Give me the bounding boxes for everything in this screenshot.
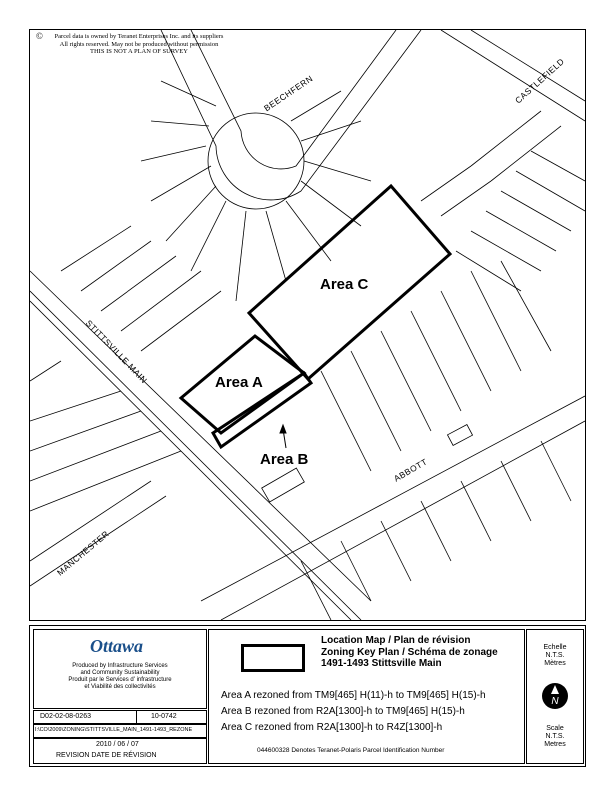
street-manchester: MANCHESTER bbox=[55, 528, 111, 578]
title-line-3: 1491-1493 Stittsville Main bbox=[321, 658, 442, 669]
file-path: I:\CO\2009\ZONING\STITTSVILLE_MAIN_1491-1493_REZONE bbox=[35, 727, 193, 733]
file-ref: 10-0742 bbox=[151, 713, 177, 720]
copyright-line-1: Parcel data is owned by Teranet Enterprises Inc. and its suppliers bbox=[54, 33, 224, 40]
street-stittsville-main: STITTSVILLE MAIN bbox=[83, 318, 150, 386]
area-b-label: Area B bbox=[260, 451, 309, 468]
scale-fr-3: Mètres bbox=[544, 660, 566, 667]
logo-box bbox=[33, 629, 207, 709]
legend-swatch bbox=[241, 644, 305, 672]
copyright-line-3: THIS IS NOT A PLAN OF SURVEY bbox=[90, 48, 188, 55]
copyright-line-2: All rights reserved. May not be produced without permission bbox=[59, 40, 219, 48]
title-line-1: Location Map / Plan de révision bbox=[321, 635, 471, 646]
scale-fr-1: Echelle bbox=[543, 644, 567, 651]
produced-en-1: Produced by Infrastructure Services bbox=[72, 663, 168, 669]
pin-footnote: 044600328 Denotes Teranet-Polaris Parcel Identification Number bbox=[257, 747, 445, 754]
ottawa-logo: Ottawa bbox=[90, 636, 144, 656]
produced-fr-1: Produit par le Services d' infrastructure bbox=[68, 677, 172, 683]
svg-text:N: N bbox=[551, 696, 559, 707]
produced-fr-2: et Viabilité des collectivités bbox=[84, 684, 156, 690]
parcel-map bbox=[30, 30, 585, 620]
scale-en-2: N.T.S. bbox=[545, 733, 565, 740]
area-a-label: Area A bbox=[215, 374, 263, 391]
file-number: D02-02-08-0263 bbox=[40, 713, 91, 720]
street-beechfern: BEECHFERN bbox=[262, 73, 315, 114]
street-castlefield: CASTLEFIELD bbox=[513, 56, 567, 106]
scale-en-3: Metres bbox=[544, 741, 566, 748]
copyright-notice bbox=[34, 33, 244, 56]
copyright-icon: © bbox=[36, 31, 43, 41]
rezone-b: Area B rezoned from R2A[1300]-h to TM9[465] H(15)-h bbox=[221, 706, 465, 717]
title-line-2: Zoning Key Plan / Schéma de zonage bbox=[321, 646, 498, 658]
area-c-label: Area C bbox=[320, 276, 369, 293]
produced-en-2: and Community Sustainability bbox=[80, 670, 160, 676]
rezone-c: Area C rezoned from R2A[1300]-h to R4Z[1300]-h bbox=[221, 722, 443, 733]
scale-en-1: Scale bbox=[546, 725, 564, 732]
revision-label: REVISION DATE DE RÉVISION bbox=[56, 752, 157, 759]
title-block bbox=[29, 625, 586, 767]
rezone-a: Area A rezoned from TM9[465] H(11)-h to TM9[465] H(15)-h bbox=[221, 690, 486, 701]
street-abbott: ABBOTT bbox=[392, 456, 430, 484]
revision-date: 2010 / 06 / 07 bbox=[96, 741, 139, 748]
scale-box bbox=[526, 629, 584, 764]
north-arrow-icon bbox=[541, 682, 569, 710]
map-frame bbox=[29, 29, 586, 621]
legend-main bbox=[208, 629, 525, 764]
scale-fr-2: N.T.S. bbox=[545, 652, 565, 659]
